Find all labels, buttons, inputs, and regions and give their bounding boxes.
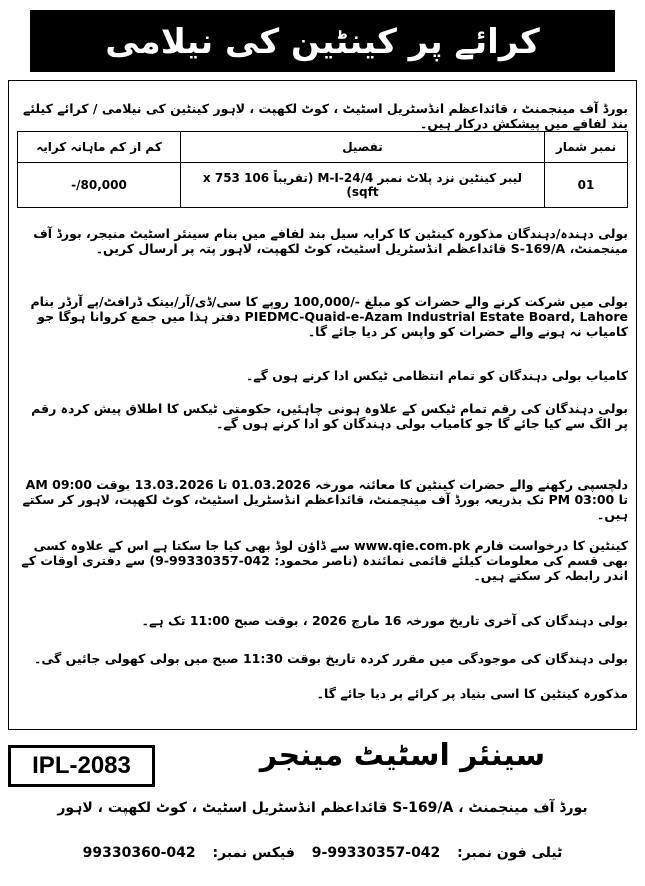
cell-desc: لیبر کینٹین نزد پلاٹ نمبر 24/4-M-I (تقریباً 106 x 753 sqft)	[181, 163, 545, 208]
condition-7: بولی دہندگان کی آخری تاریخ مورخہ 16 مارچ 2026 ، بوقت صبح 11:00 تک ہے۔	[141, 613, 628, 628]
condition-2: بولی میں شرکت کرنے والے حضرات کو مبلغ -/100,000 روپے کا سی/ڈی/آر/بینک ڈرافٹ/پے آرڈر بنام PIEDMC-Quaid-e-Azam Industrial Estate Board, Lahore دفتر ہذا میں جمع کروانا ہوگا جو کامیاب نہ ہونے والے حضرات کو واپس کر دیا جائے گا۔	[30, 294, 628, 339]
table-header-row	[18, 132, 628, 163]
condition-4: بولی دہندگان کی رقم تمام ٹیکس کے علاوہ ہونی چاہئیں، حکومتی ٹیکس کا اطلاق پیش کردہ رقم پر الگ سے کیا جائے گا جو کامیاب بولی دہندگان کو ادا کرنے ہوں گے۔	[31, 401, 628, 431]
fax-label: فیکس نمبر:	[212, 845, 295, 861]
tel-label: ٹیلی فون نمبر:	[457, 845, 563, 861]
address-line: بورڈ آف مینجمنٹ ، S-169/A قائداعظم انڈسٹریل اسٹیٹ ، کوٹ لکھپت ، لاہور	[57, 800, 588, 816]
table-row	[18, 163, 628, 208]
ad-title: کرائے پر کینٹین کی نیلامی	[30, 10, 615, 72]
condition-6: کینٹین کا درخواست فارم www.qie.com.pk سے ڈاؤن لوڈ بھی کیا جا سکتا ہے اس کے علاوہ کسی بھی قسم کی معلومات کیلئے قائمی نمائندہ (ناصر محمود: 042-99330357-9) سے دفتری اوقات کے اندر رابطہ کر سکتے ہیں۔	[21, 538, 628, 583]
header-desc: تفصیل	[181, 132, 545, 163]
signatory-title: سینئر اسٹیٹ مینجر	[259, 738, 546, 773]
fax-number: 042-99330360	[82, 845, 196, 861]
header-sr: نمبر شمار	[545, 132, 628, 163]
condition-9: مذکورہ کینٹین کا اسی بنیاد پر کرائے پر دیا جائے گا۔	[316, 686, 628, 701]
condition-3: کامیاب بولی دہندگان کو تمام انتظامی ٹیکس ادا کرنے ہوں گے۔	[245, 368, 628, 383]
tel-number: 042-99330357-9	[311, 845, 441, 861]
cell-rent: 80,000/-	[18, 163, 181, 208]
ipl-number-box: IPL-2083	[8, 745, 155, 787]
content-frame	[8, 80, 637, 730]
condition-1: بولی دہندہ/دہندگان مذکورہ کینٹین کا کرایہ سیل بند لفافے میں بنام سینئر اسٹیٹ منیجر، بورڈ آف مینجمنٹ، S-169/A قائداعظم انڈسٹریل اسٹیٹ، کوٹ لکھپت، لاہور پتہ پر ارسال کریں۔	[33, 226, 628, 256]
auction-table	[17, 131, 628, 208]
intro-text: بورڈ آف مینجمنٹ ، قائداعظم انڈسٹریل اسٹیٹ ، کوٹ لکھپت ، لاہور کینٹین کی نیلامی / کرائے کیلئے بند لفافے میں پیشکش درکار ہیں۔	[22, 101, 628, 131]
header-rent: کم از کم ماہانہ کرایہ	[18, 132, 181, 163]
condition-5: دلچسپی رکھنے والے حضرات کینٹین کا معائنہ مورخہ 01.03.2026 تا 13.03.2026 بوقت 09:00 AM تا 03:00 PM تک بذریعہ بورڈ آف مینجمنٹ، قائداعظم انڈسٹریل اسٹیٹ، کوٹ لکھپت، لاہور کر سکتے ہیں۔	[22, 477, 628, 522]
cell-sr: 01	[545, 163, 628, 208]
phone-line	[8, 845, 637, 861]
condition-8: بولی دہندگان کی موجودگی میں مقرر کردہ تاریخ بوقت 11:30 صبح میں بولی کھولی جائیں گی۔	[34, 651, 628, 666]
